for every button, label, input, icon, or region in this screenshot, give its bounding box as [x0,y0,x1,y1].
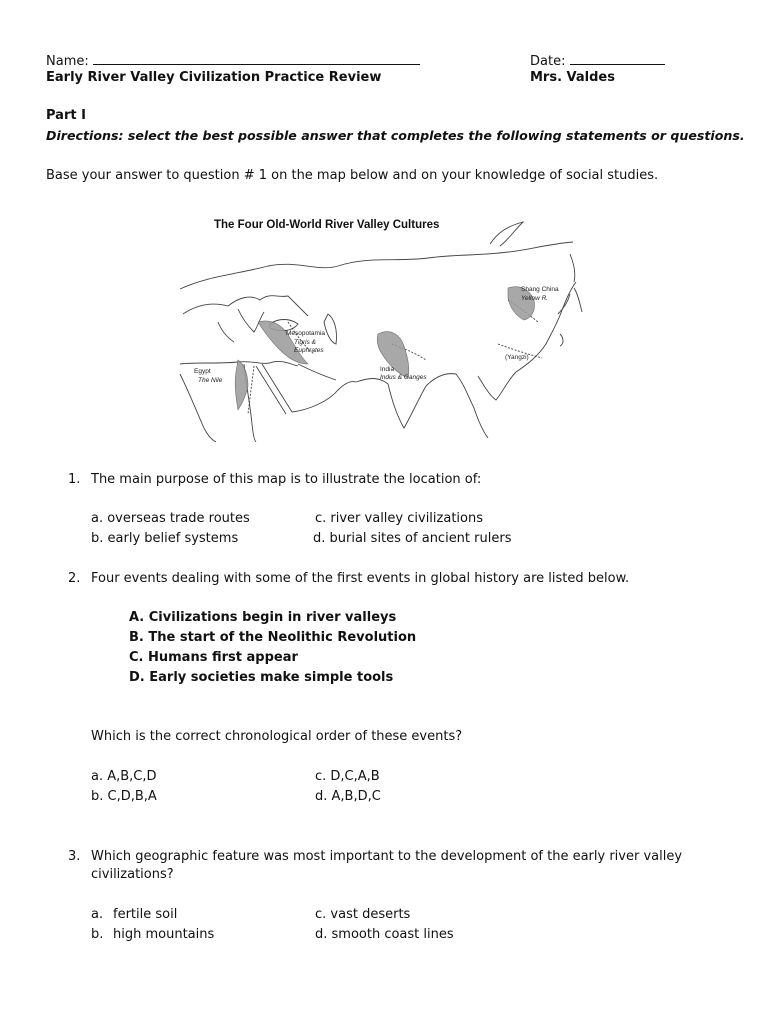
label-shang-china: Shang China [521,286,559,293]
q2-event-d: D. Early societies make simple tools [129,670,394,685]
base-instruction: Base your answer to question # 1 on the map below and on your knowledge of social studies. [46,168,659,183]
q1-number: 1. [68,472,81,487]
q2-event-a: A. Civilizations begin in river valleys [129,610,397,625]
date-field-row [530,51,665,70]
q2-option-b[interactable]: b. C,D,B,A [91,789,157,804]
label-yangzi: (Yangzi) [505,354,529,361]
q3-option-c[interactable]: c. vast deserts [315,907,411,922]
q2-option-a[interactable]: a. A,B,C,D [91,769,157,784]
date-blank-line[interactable] [570,51,665,65]
q3-text-line1: Which geographic feature was most important to the development of the early river valley [91,849,683,864]
q1-text: The main purpose of this map is to illustrate the location of: [91,472,482,487]
name-blank-line[interactable] [93,51,420,65]
name-field-row [46,51,420,70]
label-india: India [380,366,395,373]
q3-number: 3. [68,849,81,864]
q2-option-c[interactable]: c. D,C,A,B [315,769,380,784]
part-label: Part I [46,108,86,123]
page-title: Early River Valley Civilization Practice Review [46,70,382,85]
label-indus-ganges: Indus & Ganges [380,374,427,381]
q3-option-d[interactable]: d. smooth coast lines [315,927,454,942]
river-valley-map [178,214,588,442]
q3-option-a-letter: a. [91,907,104,922]
label-tigris: Tigris & [294,339,316,346]
label-yellow-river: Yellow R. [521,295,549,302]
label-nile: The Nile [198,377,223,384]
q3-option-b[interactable]: high mountains [113,927,215,942]
q2-text: Four events dealing with some of the first events in global history are listed below. [91,571,630,586]
label-euphrates: Euphrates [294,347,324,354]
q2-event-b: B. The start of the Neolithic Revolution [129,630,417,645]
q1-option-d[interactable]: d. burial sites of ancient rulers [313,531,512,546]
teacher-name: Mrs. Valdes [530,70,615,85]
date-label: Date: [530,54,566,69]
label-egypt: Egypt [194,368,211,375]
q3-option-a[interactable]: fertile soil [113,907,178,922]
q3-text-line2: civilizations? [91,867,174,882]
directions: Directions: select the best possible answer that completes the following statements or questions. [46,128,745,143]
q2-question: Which is the correct chronological order of these events? [91,729,463,744]
name-label: Name: [46,54,89,69]
q2-number: 2. [68,571,81,586]
q1-option-b[interactable]: b. early belief systems [91,531,239,546]
q1-option-c[interactable]: c. river valley civilizations [315,511,483,526]
map-title: The Four Old-World River Valley Cultures [214,219,440,231]
label-mesopotamia: Mesopotamia [286,330,326,337]
q3-option-b-letter: b. [91,927,104,942]
q2-event-c: C. Humans first appear [129,650,298,665]
q2-option-d[interactable]: d. A,B,D,C [315,789,381,804]
q1-option-a[interactable]: a. overseas trade routes [91,511,250,526]
map-drawing [178,214,588,442]
